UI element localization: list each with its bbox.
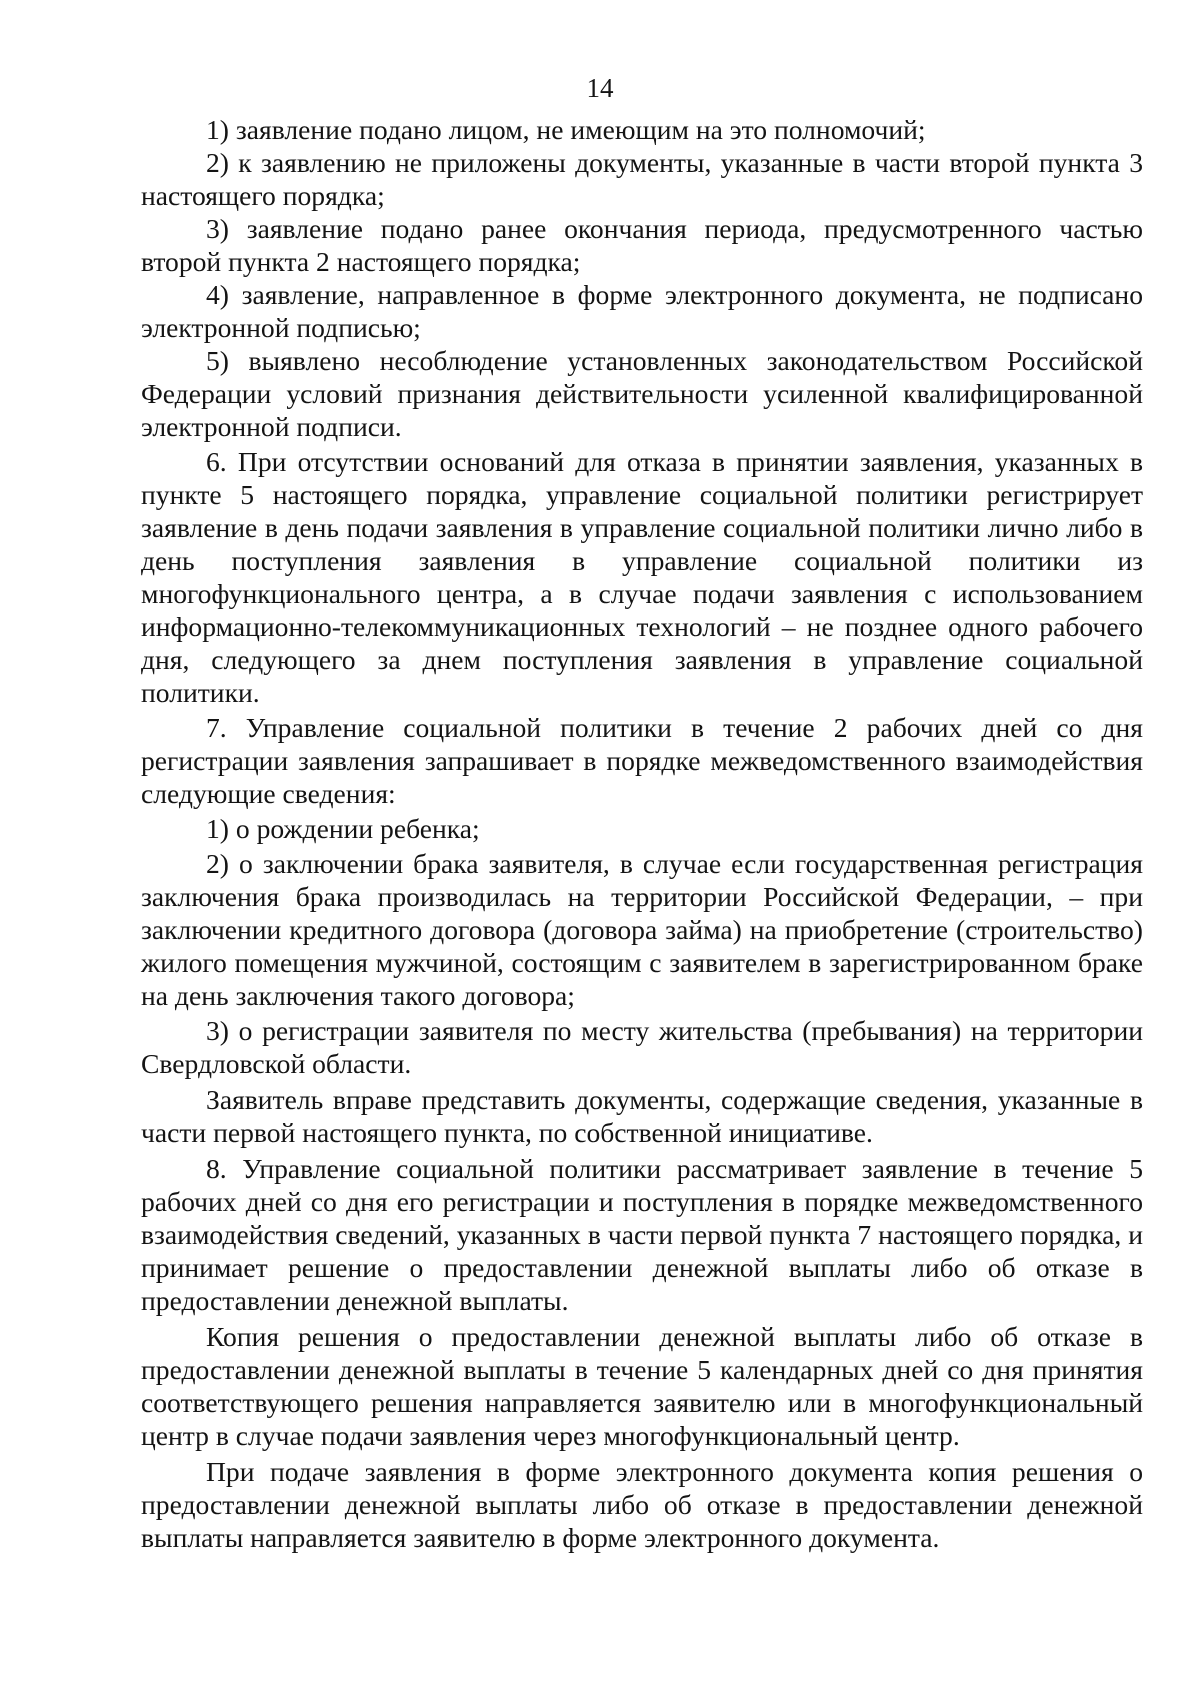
document-body — [141, 113, 1143, 1554]
paragraph-clause-8: 8. Управление социальной политики рассматривает заявление в течение 5 рабочих дней со дня его регистрации и поступления в порядке межведомственного взаимодействия сведений, указанных в части первой пункта 7 настоящего порядка, и принимает решение о предоставлении денежной выплаты либо об отказе в предоставлении денежной выплаты. — [141, 1153, 1143, 1316]
paragraph-electronic-copy: При подаче заявления в форме электронного документа копия решения о предоставлении денежной выплаты либо об отказе в предоставлении денежной выплаты направляется заявителю в форме электронного документа. — [141, 1456, 1143, 1553]
paragraph-refusal-ground-1: 1) заявление подано лицом, не имеющим на это полномочий; — [206, 114, 926, 145]
paragraph-request-item-1: 1) о рождении ребенка; — [206, 813, 480, 844]
paragraph-refusal-ground-5: 5) выявлено несоблюдение установленных законодательством Российской Федерации условий признания действительности усиленной квалифицированной электронной подписи. — [141, 345, 1143, 442]
paragraph-refusal-ground-3: 3) заявление подано ранее окончания периода, предусмотренного частью второй пункта 2 настоящего порядка; — [141, 213, 1143, 277]
paragraph-request-item-3: 3) о регистрации заявителя по месту жительства (пребывания) на территории Свердловской области. — [141, 1015, 1143, 1079]
paragraph-request-item-2: 2) о заключении брака заявителя, в случае если государственная регистрация заключения брака производилась на территории Российской Федерации, – при заключении кредитного договора (договора займа) на приобретение (строительство) жилого помещения мужчиной, состоящим с заявителем в зарегистрированном браке на день заключения такого договора; — [141, 848, 1143, 1011]
paragraph-applicant-right: Заявитель вправе представить документы, содержащие сведения, указанные в части первой настоящего пункта, по собственной инициативе. — [141, 1084, 1143, 1148]
paragraph-refusal-ground-2: 2) к заявлению не приложены документы, указанные в части второй пункта 3 настоящего порядка; — [141, 147, 1143, 211]
paragraph-decision-copy: Копия решения о предоставлении денежной выплаты либо об отказе в предоставлении денежной выплаты в течение 5 календарных дней со дня принятия соответствующего решения направляется заявителю или в многофункциональный центр в случае подачи заявления через многофункциональный центр. — [141, 1321, 1143, 1451]
paragraph-clause-6: 6. При отсутствии оснований для отказа в принятии заявления, указанных в пункте 5 настоящего порядка, управление социальной политики регистрирует заявление в день подачи заявления в управление социальной политики лично либо в день поступления заявления в управление социальной политики из многофункционального центра, а в случае подачи заявления с использованием информационно-телекоммуникационных технологий – не позднее одного рабочего дня, следующего за днем поступления заявления в управление социальной политики. — [141, 446, 1143, 708]
paragraph-refusal-ground-4: 4) заявление, направленное в форме электронного документа, не подписано электронной подписью; — [141, 279, 1143, 343]
paragraph-clause-7: 7. Управление социальной политики в течение 2 рабочих дней со дня регистрации заявления запрашивает в порядке межведомственного взаимодействия следующие сведения: — [141, 712, 1143, 809]
page-number: 14 — [586, 73, 614, 103]
